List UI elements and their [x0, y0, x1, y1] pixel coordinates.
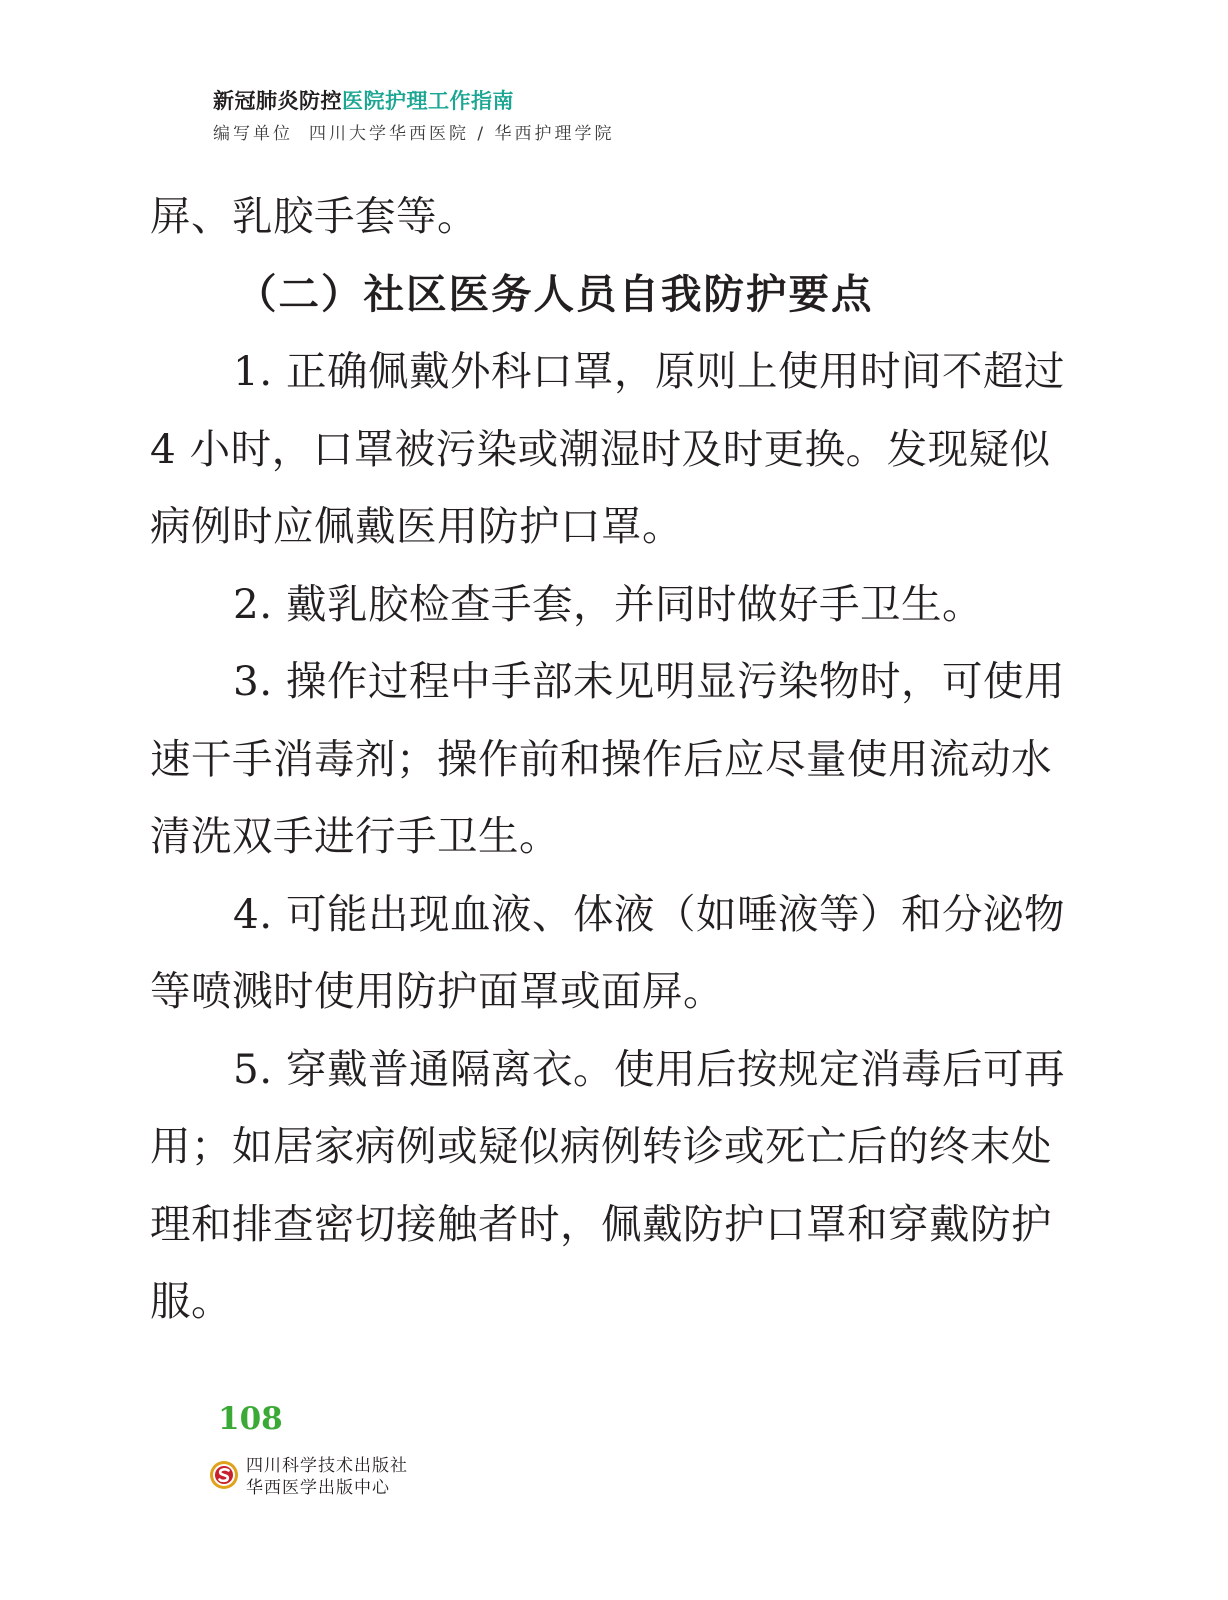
body-line: 等喷溅时使用防护面罩或面屏。: [150, 967, 724, 1015]
body-line: 服。: [150, 1277, 232, 1325]
body-line: 4 小时，口罩被污染或潮湿时及时更换。发现疑似: [150, 424, 1051, 473]
body-line: 2. 戴乳胶检查手套，并同时做好手卫生。: [233, 579, 984, 628]
body-line: 速干手消毒剂；操作前和操作后应尽量使用流动水: [150, 734, 1052, 783]
body-line: 3. 操作过程中手部未见明显污染物时，可使用: [233, 657, 1066, 705]
editor-line: [213, 121, 1013, 147]
publisher-line-2: 华西医学出版中心: [246, 1478, 390, 1498]
body-line: 1. 正确佩戴外科口罩，原则上使用时间不超过: [233, 347, 1066, 395]
publisher-block: [209, 1455, 509, 1519]
book-title: [213, 86, 1013, 116]
book-title-accent: 医院护理工作指南: [342, 89, 514, 113]
body-line: 用；如居家病例或疑似病例转诊或死亡后的终末处: [150, 1122, 1052, 1170]
body-line: 病例时应佩戴医用防护口罩。: [150, 502, 683, 550]
publisher-line-1: 四川科学技术出版社: [246, 1456, 408, 1476]
publisher-names: [246, 1455, 408, 1499]
body-line: 理和排查密切接触者时，佩戴防护口罩和穿戴防护: [150, 1199, 1052, 1248]
section-heading: （二）社区医务人员自我防护要点: [236, 269, 874, 318]
editor-org: 四川大学华西医院 / 华西护理学院: [309, 124, 615, 144]
page-number: 108: [218, 1401, 283, 1437]
body-text: [150, 178, 1090, 1341]
body-line: 屏、乳胶手套等。: [150, 192, 478, 240]
body-line: 4. 可能出现血液、体液（如唾液等）和分泌物: [233, 889, 1066, 938]
body-line: 清洗双手进行手卫生。: [150, 812, 560, 860]
running-header: [213, 86, 1013, 147]
book-title-part1: 新冠肺炎防控: [213, 89, 342, 113]
body-line: 5. 穿戴普通隔离衣。使用后按规定消毒后可再: [233, 1044, 1066, 1093]
publisher-logo-icon: [209, 1460, 239, 1490]
editor-label: 编写单位: [213, 124, 293, 144]
